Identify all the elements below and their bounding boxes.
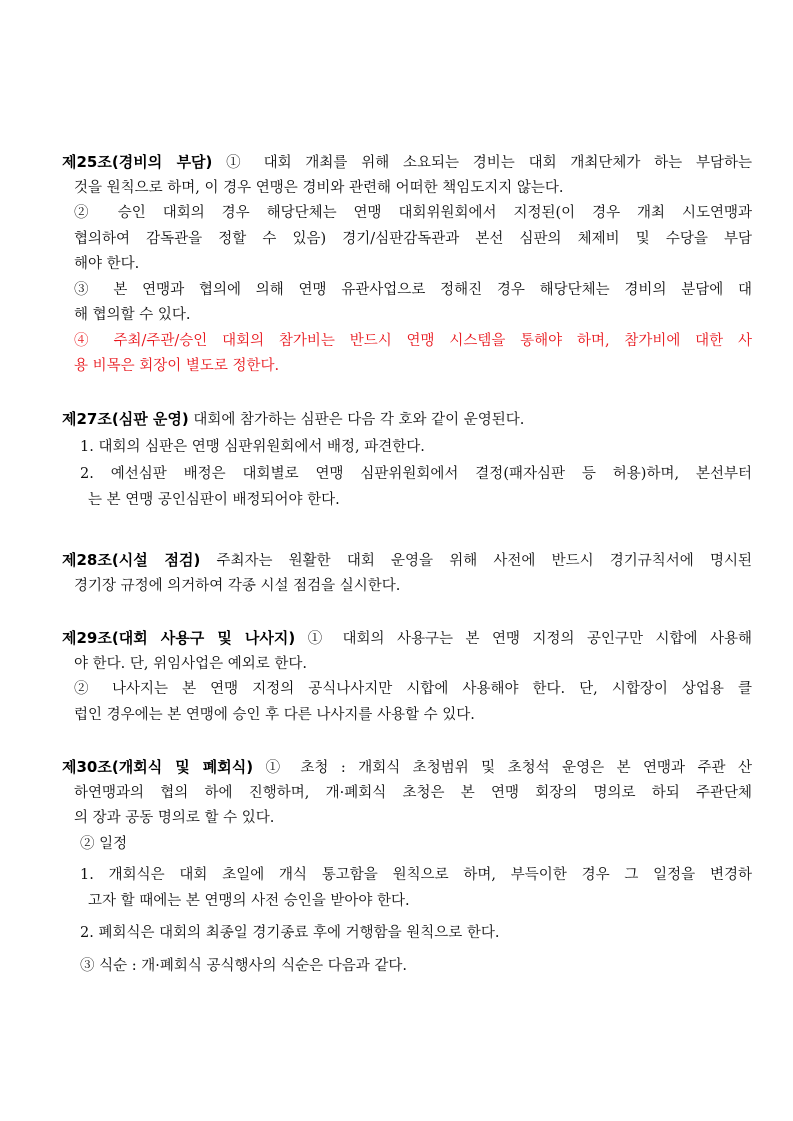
article-27-item-1: 1. 대회의 심판은 연맹 심판위원회에서 배정, 파견한다. xyxy=(80,438,425,455)
article-30-text-1: ① 초청 : 개회식 초청범위 및 초청석 운영은 본 연맹과 주관 산 xyxy=(253,760,752,776)
article-28 xyxy=(62,548,752,599)
article-25-para-4-line-2: 용 비목은 회장이 별도로 정한다. xyxy=(74,358,280,374)
article-30-para-3: ③ 식순 : 개·폐회식 공식행사의 식순은 다음과 같다. xyxy=(80,957,407,974)
article-29-para-2-line-1: ② 나사지는 본 연맹 지정의 공식나사지만 시합에 사용해야 한다. 단, 시합장이 상업용 클 xyxy=(74,681,752,697)
article-30-item-1-line-1: 1. 개회식은 대회 초일에 개식 통고함을 원칙으로 하며, 부득이한 경우 그 일정을 변경하 xyxy=(80,867,752,883)
article-28-line-1 xyxy=(62,548,752,574)
article-30-line-2: 하연맹과의 협의 하에 진행하며, 개·폐회식 초청은 본 연맹 회장의 명의로 하되 주관단체 xyxy=(74,784,752,801)
article-25-line-1 xyxy=(62,150,752,176)
article-25-line-2: 것을 원칙으로 하며, 이 경우 연맹은 경비와 관련해 어떠한 책임도지지 않는다. xyxy=(74,179,564,196)
article-30 xyxy=(62,755,752,979)
article-30-item-1-line-2: 고자 할 때에는 본 연맹의 사전 승인을 받아야 한다. xyxy=(88,892,410,909)
article-25 xyxy=(62,150,752,380)
article-30-heading: 제30조(개회식 및 폐회식) xyxy=(62,758,254,776)
article-27 xyxy=(62,407,752,513)
article-25-para-2-line-1: ② 승인 대회의 경우 해당단체는 연맹 대회위원회에서 지정된(이 경우 개최 시도연맹과 xyxy=(74,205,752,221)
article-25-heading: 제25조(경비의 부담) xyxy=(62,153,213,171)
article-29-text-1: ① 대회의 사용구는 본 연맹 지정의 공인구만 시합에 사용해 xyxy=(295,631,752,647)
article-29-line-2: 야 한다. 단, 위임사업은 예외로 한다. xyxy=(74,655,307,672)
article-30-para-2: ② 일정 xyxy=(80,835,128,852)
article-25-para-3-line-2: 해 협의할 수 있다. xyxy=(74,307,191,323)
article-29-para-2-line-2: 럽인 경우에는 본 연맹에 승인 후 다른 나사지를 사용할 수 있다. xyxy=(74,706,475,723)
article-29-line-1 xyxy=(62,626,752,652)
article-29-heading: 제29조(대회 사용구 및 나사지) xyxy=(62,629,296,647)
article-27-text-1: 대회에 참가하는 심판은 다음 각 호와 같이 운영된다. xyxy=(188,412,525,428)
article-30-line-1 xyxy=(62,755,752,781)
article-27-line-1 xyxy=(62,407,752,433)
article-27-item-2-line-1: 2. 예선심판 배정은 대회별로 연맹 심판위원회에서 결정(패자심판 등 허용)하며, 본선부터 xyxy=(80,466,752,482)
article-25-para-3-line-1: ③ 본 연맹과 협의에 의해 연맹 유관사업으로 정해진 경우 해당단체는 경비의 분담에 대 xyxy=(74,281,752,298)
article-25-para-4-line-1: ④ 주최/주관/승인 대회의 참가비는 반드시 연맹 시스템을 통해야 하며, 참가비에 대한 사 xyxy=(74,332,752,349)
article-27-heading: 제27조(심판 운영) xyxy=(62,410,189,428)
article-28-text-1: 주최자는 원활한 대회 운영을 위해 사전에 반드시 경기규칙서에 명시된 xyxy=(200,553,753,569)
article-28-line-2: 경기장 규정에 의거하여 각종 시설 점검을 실시한다. xyxy=(74,577,401,594)
article-30-line-3: 의 장과 공동 명의로 할 수 있다. xyxy=(74,810,275,826)
article-25-text-1: ① 대회 개최를 위해 소요되는 경비는 대회 개최단체가 하는 부담하는 xyxy=(212,155,752,171)
article-25-para-2-line-2: 협의하여 감독관을 정할 수 있음) 경기/심판감독관과 본선 심판의 체제비 및 수당을 부담 xyxy=(74,230,752,247)
article-29 xyxy=(62,626,752,728)
article-25-para-2-line-3: 해야 한다. xyxy=(74,256,140,272)
article-30-item-2: 2. 폐회식은 대회의 최종일 경기종료 후에 거행함을 원칙으로 한다. xyxy=(80,925,500,941)
article-28-heading: 제28조(시설 점검) xyxy=(62,551,201,569)
article-27-item-2-line-2: 는 본 연맹 공인심판이 배정되어야 한다. xyxy=(88,491,340,508)
